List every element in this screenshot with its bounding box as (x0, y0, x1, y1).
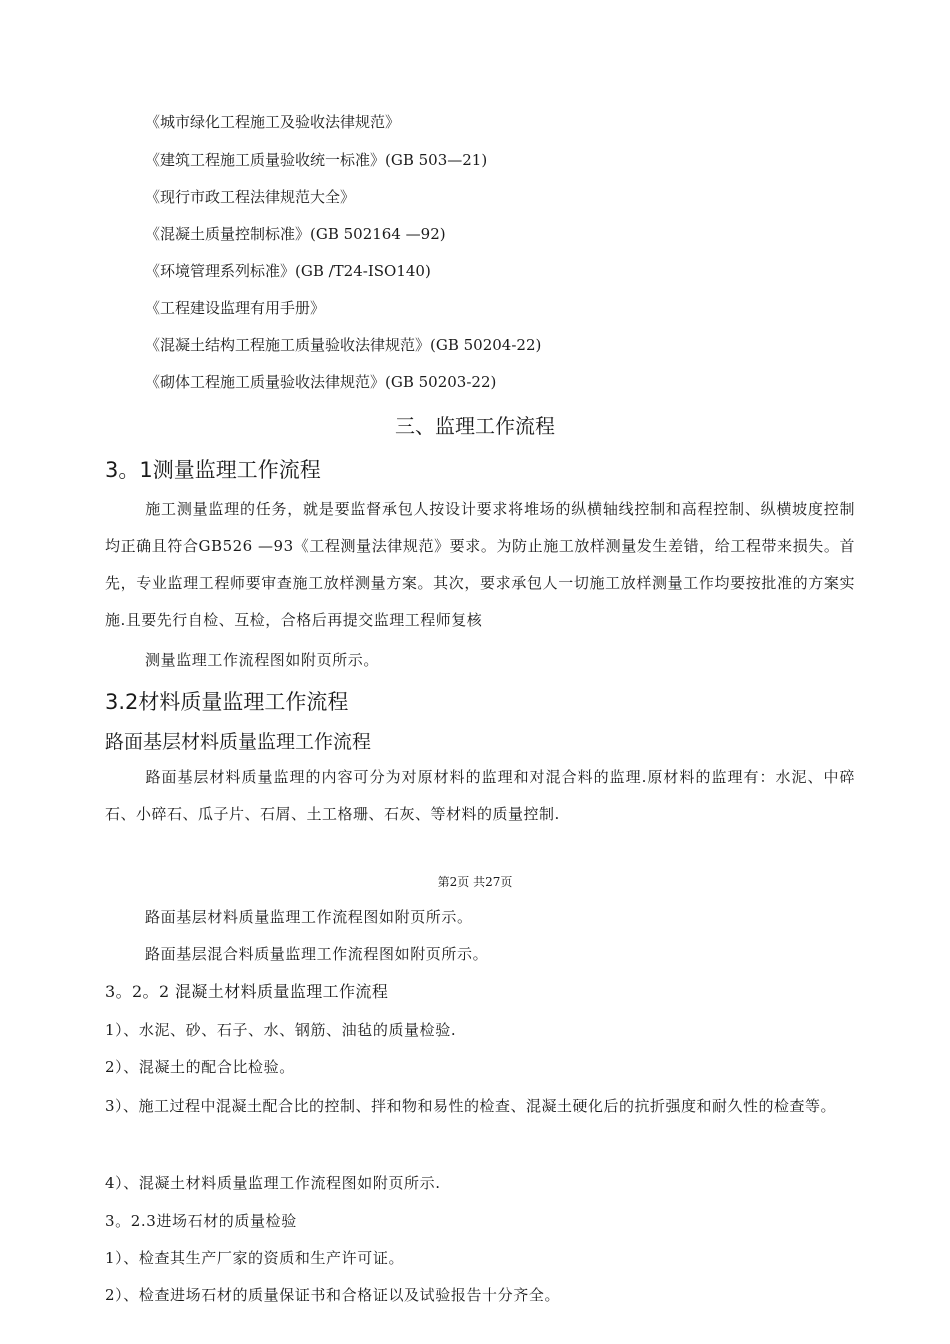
section-3-1-heading: 3。1测量监理工作流程 (105, 458, 321, 482)
page-footer: 第2页 共27页 (437, 875, 513, 889)
reference-item: 《城市绿化工程施工及验收法律规范》 (145, 113, 401, 131)
flowchart-note: 路面基层混合料质量监理工作流程图如附页所示。 (145, 945, 489, 963)
section-3-1-note: 测量监理工作流程图如附页所示。 (145, 651, 380, 669)
reference-item: 《工程建设监理有用手册》 (145, 299, 326, 317)
reference-item: 《混凝土质量控制标准》(GB 502164 —92) (145, 225, 446, 243)
list-item: 3）、施工过程中混凝土配合比的控制、拌和物和易性的检查、混凝土硬化后的抗折强度和耐久性的检查等。 (105, 1097, 837, 1115)
section-3-2-subheading: 路面基层材料质量监理工作流程 (105, 731, 372, 753)
section-3-2-heading: 3.2材料质量监理工作流程 (105, 690, 349, 714)
reference-item: 《环境管理系列标准》(GB /T24-ISO140) (145, 262, 431, 280)
list-item: 1）、检查其生产厂家的资质和生产许可证。 (105, 1249, 405, 1267)
reference-item: 《砌体工程施工质量验收法律规范》(GB 50203-22) (145, 373, 497, 391)
reference-item: 《现行市政工程法律规范大全》 (145, 188, 356, 206)
list-item: 4）、混凝土材料质量监理工作流程图如附页所示. (105, 1174, 441, 1192)
reference-item: 《建筑工程施工质量验收统一标准》(GB 503—21) (145, 151, 488, 169)
section-3-2-2-heading: 3。2。2 混凝土材料质量监理工作流程 (105, 982, 389, 1001)
list-item: 2）、检查进场石材的质量保证书和合格证以及试验报告十分齐全。 (105, 1286, 561, 1304)
list-item: 1）、水泥、砂、石子、水、钢筋、油毡的质量检验. (105, 1021, 457, 1039)
reference-item: 《混凝土结构工程施工质量验收法律规范》(GB 50204-22) (145, 336, 542, 354)
section-3-2-paragraph: 路面基层材料质量监理的内容可分为对原材料的监理和对混合料的监理.原材料的监理有：水泥、中碎石、小碎石、瓜子片、石屑、土工格珊、石灰、等材料的质量控制. (105, 768, 855, 823)
flowchart-note: 路面基层材料质量监理工作流程图如附页所示。 (145, 908, 473, 926)
section-3-2-3-heading: 3。2.3进场石材的质量检验 (105, 1212, 297, 1230)
list-item: 2）、混凝土的配合比检验。 (105, 1058, 295, 1076)
section-title: 三、监理工作流程 (395, 414, 555, 438)
section-3-1-paragraph: 施工测量监理的任务，就是要监督承包人按设计要求将堆场的纵横轴线控制和高程控制、纵横坡度控制均正确且符合GB526 —93《工程测量法律规范》要求。为防止施工放样测量发生差错，给工程带来损失。首先，专业监理工程师要审查施工放样测量方案。其次，要求承包人一切施工放样测量工作均要按批准的方案实施.且要先行自检、互检，合格后再提交监理工程师复核 (105, 500, 855, 629)
